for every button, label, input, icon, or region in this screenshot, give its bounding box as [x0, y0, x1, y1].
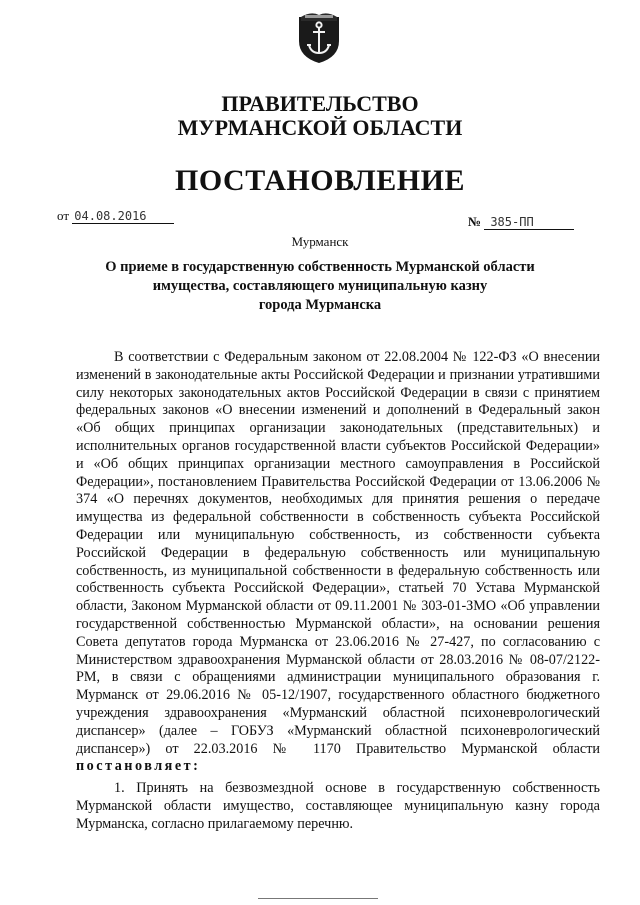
decree-item-1: 1. Принять на безвозмездной основе в государственную собственность Мурманской области имущество, составляющее муниципальную казну города Мурманска, согласно прилагаемому перечню. — [76, 780, 600, 832]
title-line-2: имущества, составляющего муниципальную казну — [152, 278, 488, 294]
document-number — [468, 214, 574, 232]
decree-word: постановляет: — [76, 758, 201, 775]
date-value: 04.08.2016 — [72, 209, 174, 224]
organization-line-2: МУРМАНСКОЙ ОБЛАСТИ — [177, 115, 463, 140]
title-line-3: города Мурманска — [258, 297, 382, 313]
date-prefix: от — [57, 208, 70, 223]
number-value: 385-ПП — [484, 215, 574, 230]
document-date — [57, 208, 174, 226]
document-title — [100, 258, 540, 315]
preamble-paragraph — [76, 349, 600, 776]
organization-name — [0, 92, 640, 140]
city-name: Мурманск — [291, 234, 349, 249]
organization-line-1: ПРАВИТЕЛЬСТВО — [221, 91, 419, 116]
number-prefix: № — [468, 214, 482, 229]
title-line-1: О приеме в государственную собственность Мурманской области — [105, 259, 535, 275]
page-bottom-divider — [258, 898, 378, 899]
murmansk-region-coat-of-arms-icon — [295, 11, 343, 65]
document-type-heading: ПОСТАНОВЛЕНИЕ — [175, 164, 465, 197]
preamble-text: В соответствии с Федеральным законом от 22.08.2004 № 122-ФЗ «О внесении изменений в законодательные акты Российской Федерации и признании утратившими силу некоторых законодательных актов Российской Федерации в связи с принятием федеральных законов «О внесении изменений и дополнений в Федеральный закон «Об общих принципах организации законодательных (представительных) и исполнительных органов государственной власти субъектов Российской Федерации» и «Об общих принципах организации местного самоуправления в Российской Федерации», постановлением Правительства Российской Федерации от 13.06.2006 № 374 «О перечнях документов, необходимых для принятия решения о передаче имущества из федеральной собственности в собственность субъекта Российской Федерации или муниципальную собственность, из собственности субъекта Российской Федерации в федеральную собственность или муниципальную собственность, из муниципальной собственности в федеральную собственность или собственность субъекта Российской Федерации», статьей 70 Устава Мурманской области, Законом Мурманской области от 09.11.2001 № 303-01-ЗМО «Об управлении государственной собственностью Мурманской области», на основании решения Совета депутатов города Мурманска от 23.06.2016 № 27-427, по согласованию с Министерством здравоохранения Мурманской области от 28.03.2016 № 08-07/2122-РМ, в связи с обращениями администрации муниципального образования г. Мурманск от 29.06.2016 № 05-12/1907, государственного областного бюджетного учреждения здравоохранения «Мурманский областной психоневрологический диспансер» (далее – ГОБУЗ «Мурманский областной психоневрологический диспансер») от 22.03.2016 № 1170 Правительство Мурманской области — [76, 349, 600, 757]
